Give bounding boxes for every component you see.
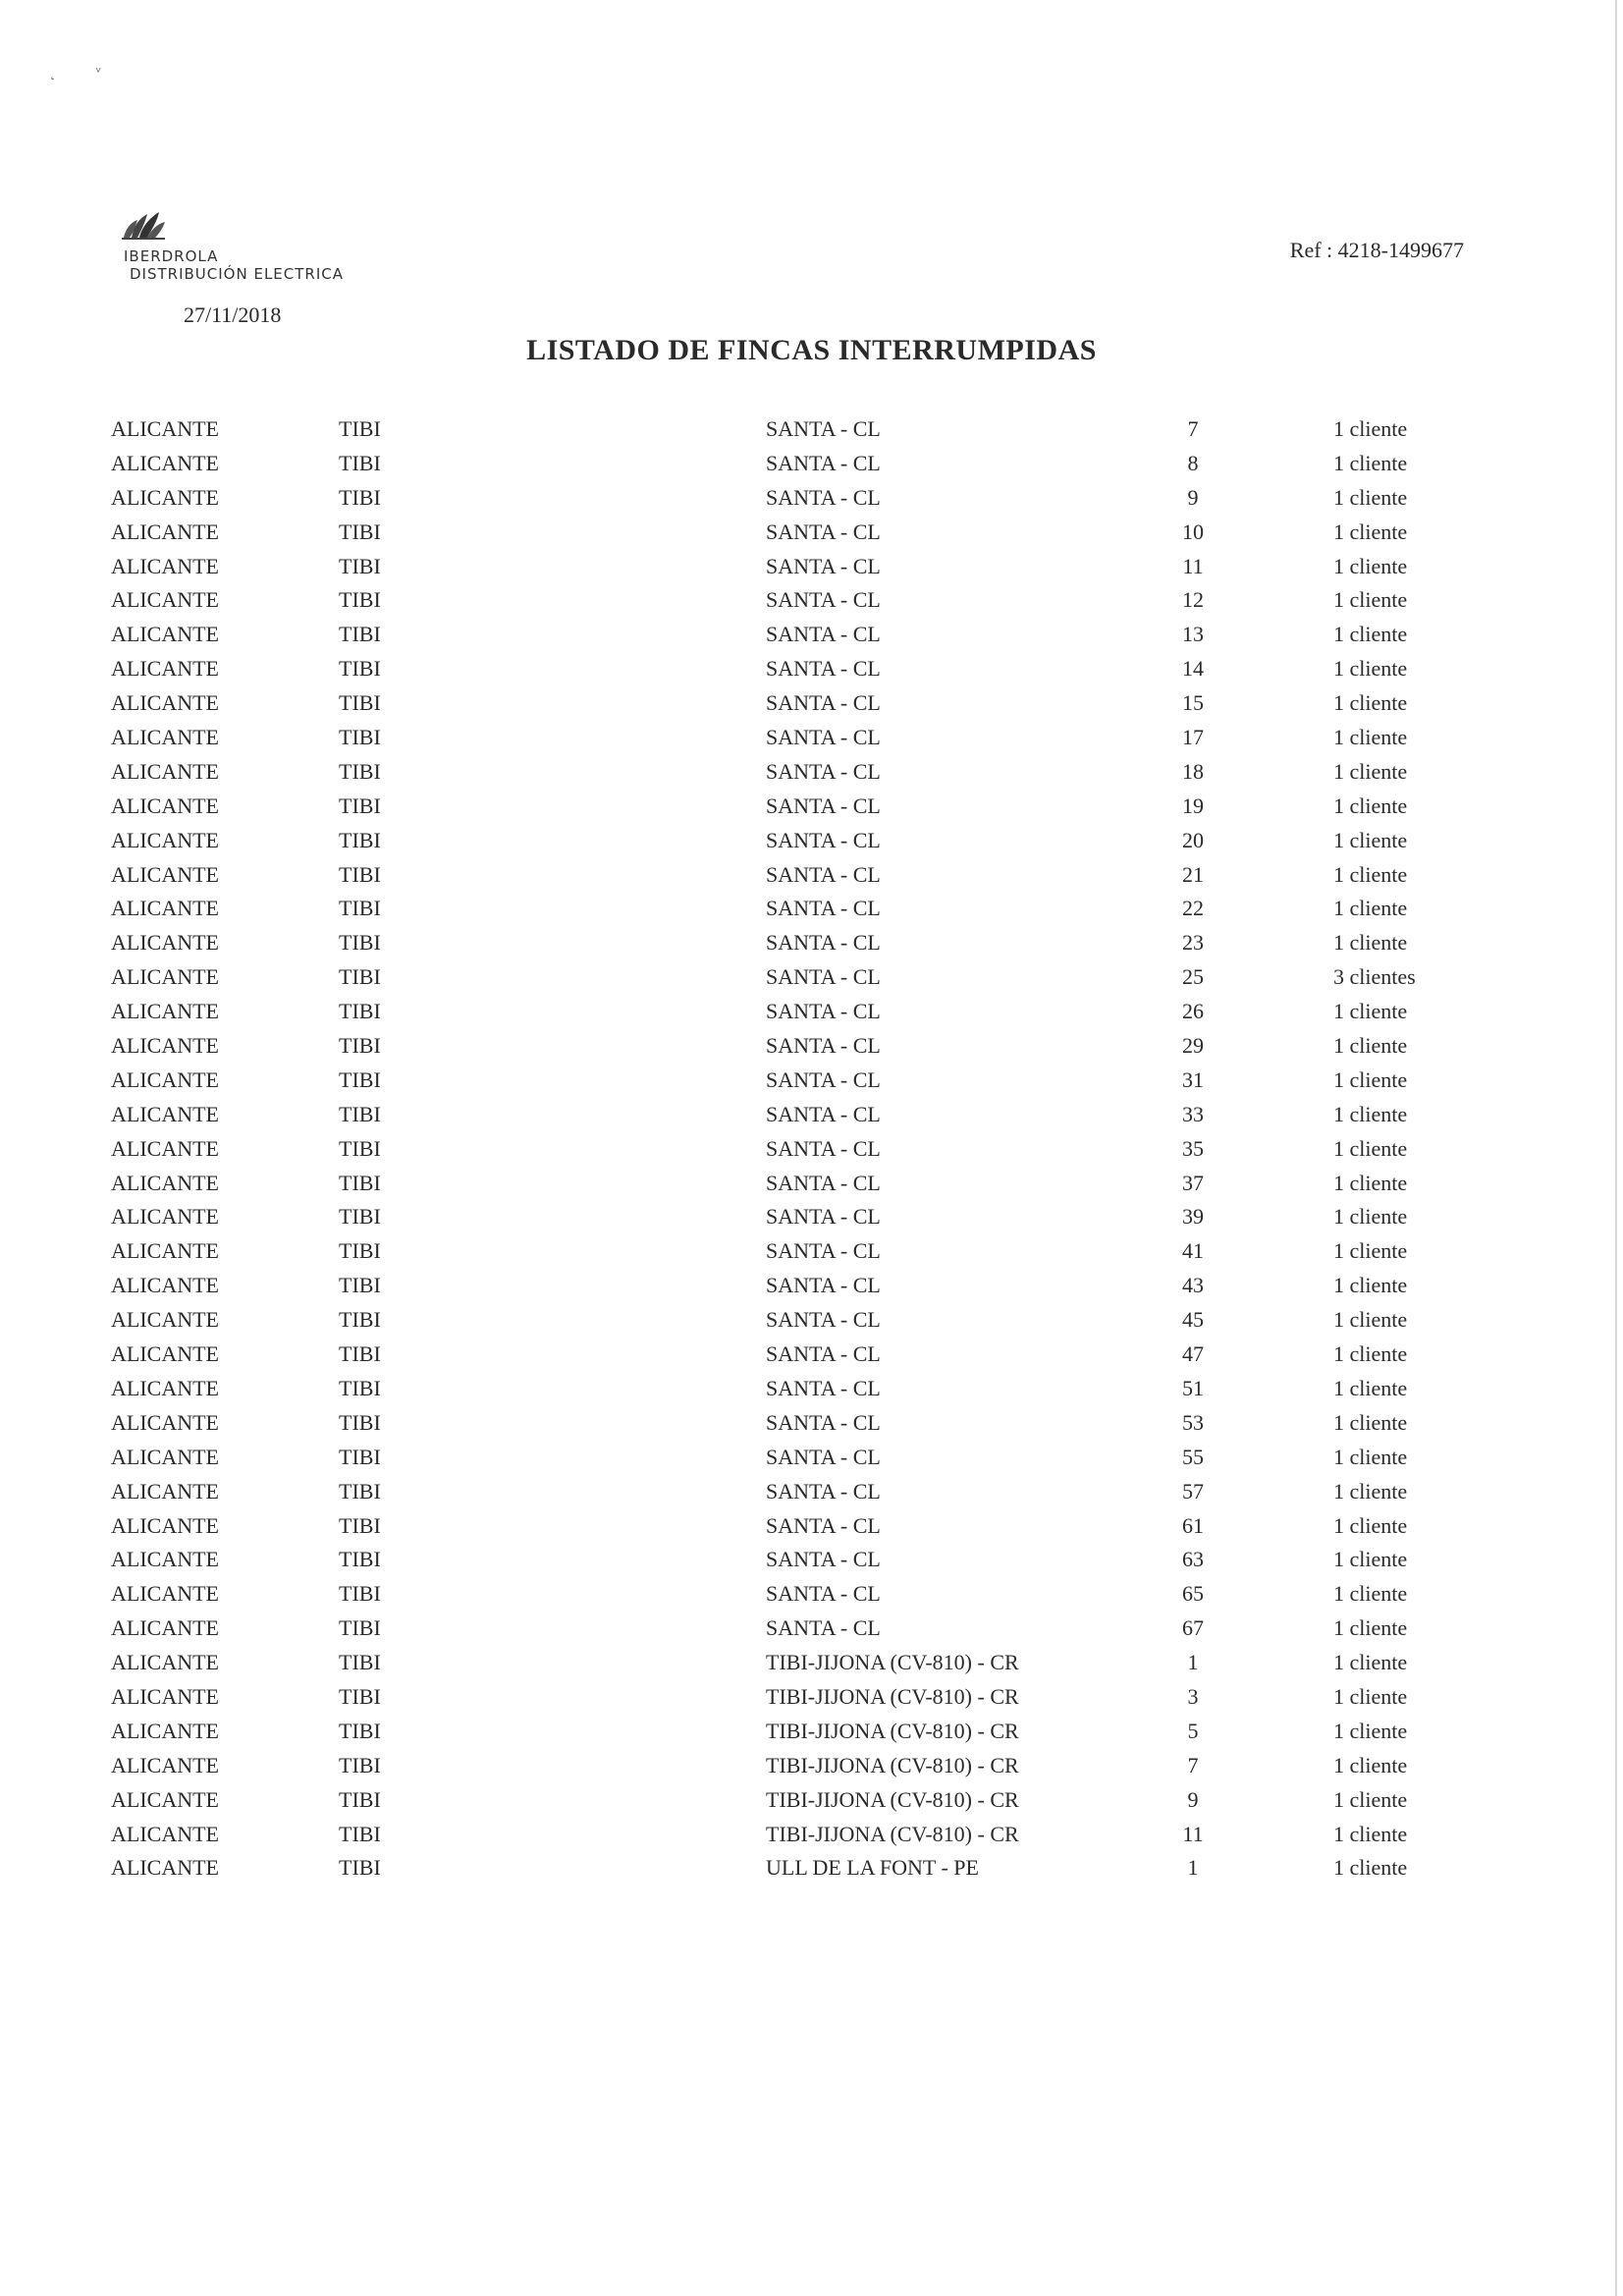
house-number-cell: 65 [1182,1581,1204,1607]
municipality-cell: TIBI [339,587,381,613]
province-cell: ALICANTE [111,1855,219,1881]
list-item [0,1234,1623,1269]
clients-count-cell: 1 cliente [1333,861,1408,887]
province-cell: ALICANTE [111,690,219,716]
iberdrola-leaf-icon [120,208,167,244]
clients-count-cell: 1 cliente [1333,656,1408,682]
province-cell: ALICANTE [111,1786,219,1812]
municipality-cell: TIBI [339,1409,381,1435]
municipality-cell: TIBI [339,1855,381,1881]
house-number-cell: 17 [1182,725,1204,750]
municipality-cell: TIBI [339,1101,381,1126]
list-item [0,550,1623,584]
house-number-cell: 1 [1187,1855,1199,1881]
province-cell: ALICANTE [111,1238,219,1264]
street-cell: SANTA - CL [766,1375,881,1400]
street-cell: TIBI-JIJONA (CV-810) - CR [766,1821,1019,1846]
street-cell: TIBI-JIJONA (CV-810) - CR [766,1683,1019,1709]
municipality-cell: TIBI [339,999,381,1024]
house-number-cell: 10 [1182,519,1204,544]
street-cell: SANTA - CL [766,1512,881,1538]
street-cell: SANTA - CL [766,622,881,647]
street-cell: SANTA - CL [766,1478,881,1503]
house-number-cell: 5 [1187,1718,1199,1743]
municipality-cell: TIBI [339,1786,381,1812]
municipality-cell: TIBI [339,758,381,784]
street-cell: SANTA - CL [766,484,881,510]
list-item [0,1680,1623,1715]
province-cell: ALICANTE [111,725,219,750]
province-cell: ALICANTE [111,1683,219,1709]
list-item [0,1509,1623,1544]
list-item [0,926,1623,960]
street-cell: SANTA - CL [766,1204,881,1230]
clients-count-cell: 1 cliente [1333,1101,1408,1126]
province-cell: ALICANTE [111,416,219,441]
municipality-cell: TIBI [339,622,381,647]
province-cell: ALICANTE [111,1615,219,1641]
clients-count-cell: 1 cliente [1333,1478,1408,1503]
province-cell: ALICANTE [111,1341,219,1367]
municipality-cell: TIBI [339,1204,381,1230]
list-item [0,1577,1623,1612]
clients-count-cell: 1 cliente [1333,930,1408,956]
province-cell: ALICANTE [111,827,219,852]
province-cell: ALICANTE [111,1204,219,1230]
province-cell: ALICANTE [111,1444,219,1469]
list-item [0,1303,1623,1338]
municipality-cell: TIBI [339,1718,381,1743]
street-cell: SANTA - CL [766,1409,881,1435]
house-number-cell: 13 [1182,622,1204,647]
clients-count-cell: 1 cliente [1333,1512,1408,1538]
house-number-cell: 11 [1182,1821,1204,1846]
province-cell: ALICANTE [111,861,219,887]
house-number-cell: 8 [1187,450,1199,475]
street-cell: SANTA - CL [766,1170,881,1195]
street-cell: SANTA - CL [766,1033,881,1059]
street-cell: SANTA - CL [766,690,881,716]
list-item [0,995,1623,1029]
clients-count-cell: 1 cliente [1333,1273,1408,1298]
municipality-cell: TIBI [339,930,381,956]
municipality-cell: TIBI [339,1033,381,1059]
clients-count-cell: 1 cliente [1333,1615,1408,1641]
clients-count-cell: 1 cliente [1333,1855,1408,1881]
clients-count-cell: 1 cliente [1333,587,1408,613]
list-item [0,1338,1623,1372]
street-cell: SANTA - CL [766,450,881,475]
street-cell: SANTA - CL [766,1066,881,1092]
province-cell: ALICANTE [111,1650,219,1675]
reference-number: Ref : 4218-1499677 [1289,238,1464,262]
province-cell: ALICANTE [111,1170,219,1195]
municipality-cell: TIBI [339,1307,381,1333]
street-cell: SANTA - CL [766,1307,881,1333]
list-item [0,1646,1623,1680]
municipality-cell: TIBI [339,553,381,578]
clients-count-cell: 1 cliente [1333,758,1408,784]
street-cell: SANTA - CL [766,1273,881,1298]
list-item [0,1818,1623,1852]
house-number-cell: 63 [1182,1547,1204,1572]
street-cell: TIBI-JIJONA (CV-810) - CR [766,1786,1019,1812]
house-number-cell: 29 [1182,1033,1204,1059]
street-cell: SANTA - CL [766,793,881,818]
municipality-cell: TIBI [339,1683,381,1709]
street-cell: SANTA - CL [766,1238,881,1264]
province-cell: ALICANTE [111,519,219,544]
house-number-cell: 22 [1182,896,1204,921]
list-item [0,721,1623,755]
clients-count-cell: 1 cliente [1333,793,1408,818]
clients-count-cell: 1 cliente [1333,484,1408,510]
municipality-cell: TIBI [339,793,381,818]
clients-count-cell: 1 cliente [1333,1033,1408,1059]
clients-count-cell: 1 cliente [1333,1650,1408,1675]
municipality-cell: TIBI [339,1444,381,1469]
list-item [0,1064,1623,1098]
municipality-cell: TIBI [339,484,381,510]
house-number-cell: 3 [1187,1683,1199,1709]
province-cell: ALICANTE [111,793,219,818]
list-item [0,583,1623,618]
province-cell: ALICANTE [111,622,219,647]
clients-count-cell: 1 cliente [1333,1135,1408,1161]
municipality-cell: TIBI [339,1752,381,1777]
list-item [0,652,1623,686]
list-item [0,1029,1623,1064]
clients-count-cell: 1 cliente [1333,1409,1408,1435]
list-item [0,1269,1623,1303]
clients-count-cell: 1 cliente [1333,553,1408,578]
clients-count-cell: 1 cliente [1333,1066,1408,1092]
house-number-cell: 55 [1182,1444,1204,1469]
street-cell: SANTA - CL [766,519,881,544]
house-number-cell: 37 [1182,1170,1204,1195]
municipality-cell: TIBI [339,1547,381,1572]
house-number-cell: 12 [1182,587,1204,613]
house-number-cell: 25 [1182,964,1204,990]
house-number-cell: 11 [1182,553,1204,578]
clients-count-cell: 1 cliente [1333,1341,1408,1367]
house-number-cell: 19 [1182,793,1204,818]
house-number-cell: 31 [1182,1066,1204,1092]
house-number-cell: 26 [1182,999,1204,1024]
list-item [0,1406,1623,1441]
house-number-cell: 33 [1182,1101,1204,1126]
municipality-cell: TIBI [339,896,381,921]
house-number-cell: 57 [1182,1478,1204,1503]
house-number-cell: 9 [1187,484,1199,510]
municipality-cell: TIBI [339,416,381,441]
list-item [0,858,1623,893]
province-cell: ALICANTE [111,1273,219,1298]
list-item [0,1475,1623,1509]
municipality-cell: TIBI [339,827,381,852]
street-cell: SANTA - CL [766,587,881,613]
house-number-cell: 7 [1187,1752,1199,1777]
list-item [0,686,1623,721]
list-item [0,1200,1623,1234]
list-item [0,1715,1623,1749]
municipality-cell: TIBI [339,1581,381,1607]
house-number-cell: 18 [1182,758,1204,784]
street-cell: SANTA - CL [766,553,881,578]
house-number-cell: 20 [1182,827,1204,852]
house-number-cell: 47 [1182,1341,1204,1367]
list-item [0,1132,1623,1167]
list-item [0,1167,1623,1201]
house-number-cell: 61 [1182,1512,1204,1538]
list-item [0,618,1623,652]
list-item [0,1372,1623,1406]
street-cell: TIBI-JIJONA (CV-810) - CR [766,1752,1019,1777]
house-number-cell: 43 [1182,1273,1204,1298]
street-cell: SANTA - CL [766,416,881,441]
clients-count-cell: 1 cliente [1333,1375,1408,1400]
municipality-cell: TIBI [339,1238,381,1264]
province-cell: ALICANTE [111,1752,219,1777]
municipality-cell: TIBI [339,725,381,750]
clients-count-cell: 1 cliente [1333,690,1408,716]
province-cell: ALICANTE [111,1066,219,1092]
province-cell: ALICANTE [111,450,219,475]
municipality-cell: TIBI [339,1273,381,1298]
province-cell: ALICANTE [111,1547,219,1572]
page-title: LISTADO DE FINCAS INTERRUMPIDAS [526,334,1097,366]
house-number-cell: 21 [1182,861,1204,887]
street-cell: SANTA - CL [766,930,881,956]
clients-count-cell: 1 cliente [1333,622,1408,647]
clients-count-cell: 3 clientes [1333,964,1416,990]
street-cell: SANTA - CL [766,1341,881,1367]
municipality-cell: TIBI [339,1170,381,1195]
province-cell: ALICANTE [111,1718,219,1743]
municipality-cell: TIBI [339,1615,381,1641]
clients-count-cell: 1 cliente [1333,1821,1408,1846]
list-item [0,960,1623,995]
house-number-cell: 45 [1182,1307,1204,1333]
province-cell: ALICANTE [111,656,219,682]
municipality-cell: TIBI [339,1478,381,1503]
street-cell: SANTA - CL [766,896,881,921]
street-cell: SANTA - CL [766,725,881,750]
municipality-cell: TIBI [339,1135,381,1161]
municipality-cell: TIBI [339,450,381,475]
clients-count-cell: 1 cliente [1333,1238,1408,1264]
street-cell: SANTA - CL [766,999,881,1024]
street-cell: SANTA - CL [766,827,881,852]
list-item [0,755,1623,790]
street-cell: SANTA - CL [766,656,881,682]
clients-count-cell: 1 cliente [1333,1718,1408,1743]
province-cell: ALICANTE [111,587,219,613]
municipality-cell: TIBI [339,964,381,990]
clients-count-cell: 1 cliente [1333,1307,1408,1333]
province-cell: ALICANTE [111,1512,219,1538]
street-cell: ULL DE LA FONT - PE [766,1855,979,1881]
municipality-cell: TIBI [339,519,381,544]
province-cell: ALICANTE [111,930,219,956]
street-cell: SANTA - CL [766,1444,881,1469]
clients-count-cell: 1 cliente [1333,1752,1408,1777]
house-number-cell: 51 [1182,1375,1204,1400]
street-cell: TIBI-JIJONA (CV-810) - CR [766,1718,1019,1743]
province-cell: ALICANTE [111,1101,219,1126]
list-item [0,1441,1623,1475]
province-cell: ALICANTE [111,553,219,578]
municipality-cell: TIBI [339,1512,381,1538]
list-item [0,412,1623,447]
clients-count-cell: 1 cliente [1333,416,1408,441]
clients-count-cell: 1 cliente [1333,1547,1408,1572]
clients-count-cell: 1 cliente [1333,896,1408,921]
province-cell: ALICANTE [111,758,219,784]
clients-count-cell: 1 cliente [1333,1581,1408,1607]
street-cell: SANTA - CL [766,1615,881,1641]
clients-count-cell: 1 cliente [1333,1444,1408,1469]
clients-count-cell: 1 cliente [1333,450,1408,475]
list-item [0,892,1623,926]
house-number-cell: 53 [1182,1409,1204,1435]
house-number-cell: 67 [1182,1615,1204,1641]
company-logo [116,208,371,287]
house-number-cell: 14 [1182,656,1204,682]
province-cell: ALICANTE [111,1033,219,1059]
province-cell: ALICANTE [111,999,219,1024]
house-number-cell: 9 [1187,1786,1199,1812]
list-item [0,481,1623,516]
province-cell: ALICANTE [111,1135,219,1161]
province-cell: ALICANTE [111,1581,219,1607]
clients-count-cell: 1 cliente [1333,1170,1408,1195]
province-cell: ALICANTE [111,1478,219,1503]
house-number-cell: 39 [1182,1204,1204,1230]
list-item [0,1749,1623,1783]
clients-count-cell: 1 cliente [1333,1683,1408,1709]
clients-count-cell: 1 cliente [1333,1204,1408,1230]
house-number-cell: 23 [1182,930,1204,956]
street-cell: SANTA - CL [766,861,881,887]
scan-marks: ˛ ᵛ [49,65,120,81]
province-cell: ALICANTE [111,964,219,990]
municipality-cell: TIBI [339,1341,381,1367]
province-cell: ALICANTE [111,1821,219,1846]
street-cell: SANTA - CL [766,964,881,990]
municipality-cell: TIBI [339,1375,381,1400]
province-cell: ALICANTE [111,1307,219,1333]
list-item [0,1098,1623,1132]
company-name: IBERDROLA [124,247,219,265]
house-number-cell: 7 [1187,416,1199,441]
municipality-cell: TIBI [339,690,381,716]
street-cell: SANTA - CL [766,1135,881,1161]
province-cell: ALICANTE [111,1409,219,1435]
document-date: 27/11/2018 [184,302,282,327]
province-cell: ALICANTE [111,896,219,921]
street-cell: TIBI-JIJONA (CV-810) - CR [766,1650,1019,1675]
municipality-cell: TIBI [339,1821,381,1846]
list-item [0,1783,1623,1818]
clients-count-cell: 1 cliente [1333,519,1408,544]
street-cell: SANTA - CL [766,1581,881,1607]
municipality-cell: TIBI [339,1066,381,1092]
clients-count-cell: 1 cliente [1333,725,1408,750]
clients-count-cell: 1 cliente [1333,1786,1408,1812]
house-number-cell: 15 [1182,690,1204,716]
list-item [0,516,1623,550]
municipality-cell: TIBI [339,1650,381,1675]
clients-count-cell: 1 cliente [1333,999,1408,1024]
house-number-cell: 41 [1182,1238,1204,1264]
fincas-list [0,412,1623,1886]
street-cell: SANTA - CL [766,1547,881,1572]
list-item [0,790,1623,824]
list-item [0,447,1623,481]
municipality-cell: TIBI [339,656,381,682]
clients-count-cell: 1 cliente [1333,827,1408,852]
list-item [0,1543,1623,1577]
street-cell: SANTA - CL [766,1101,881,1126]
house-number-cell: 1 [1187,1650,1199,1675]
list-item [0,1851,1623,1886]
province-cell: ALICANTE [111,1375,219,1400]
list-item [0,1612,1623,1646]
house-number-cell: 35 [1182,1135,1204,1161]
company-division: DISTRIBUCIÓN ELECTRICA [130,265,344,283]
street-cell: SANTA - CL [766,758,881,784]
province-cell: ALICANTE [111,484,219,510]
list-item [0,824,1623,858]
municipality-cell: TIBI [339,861,381,887]
